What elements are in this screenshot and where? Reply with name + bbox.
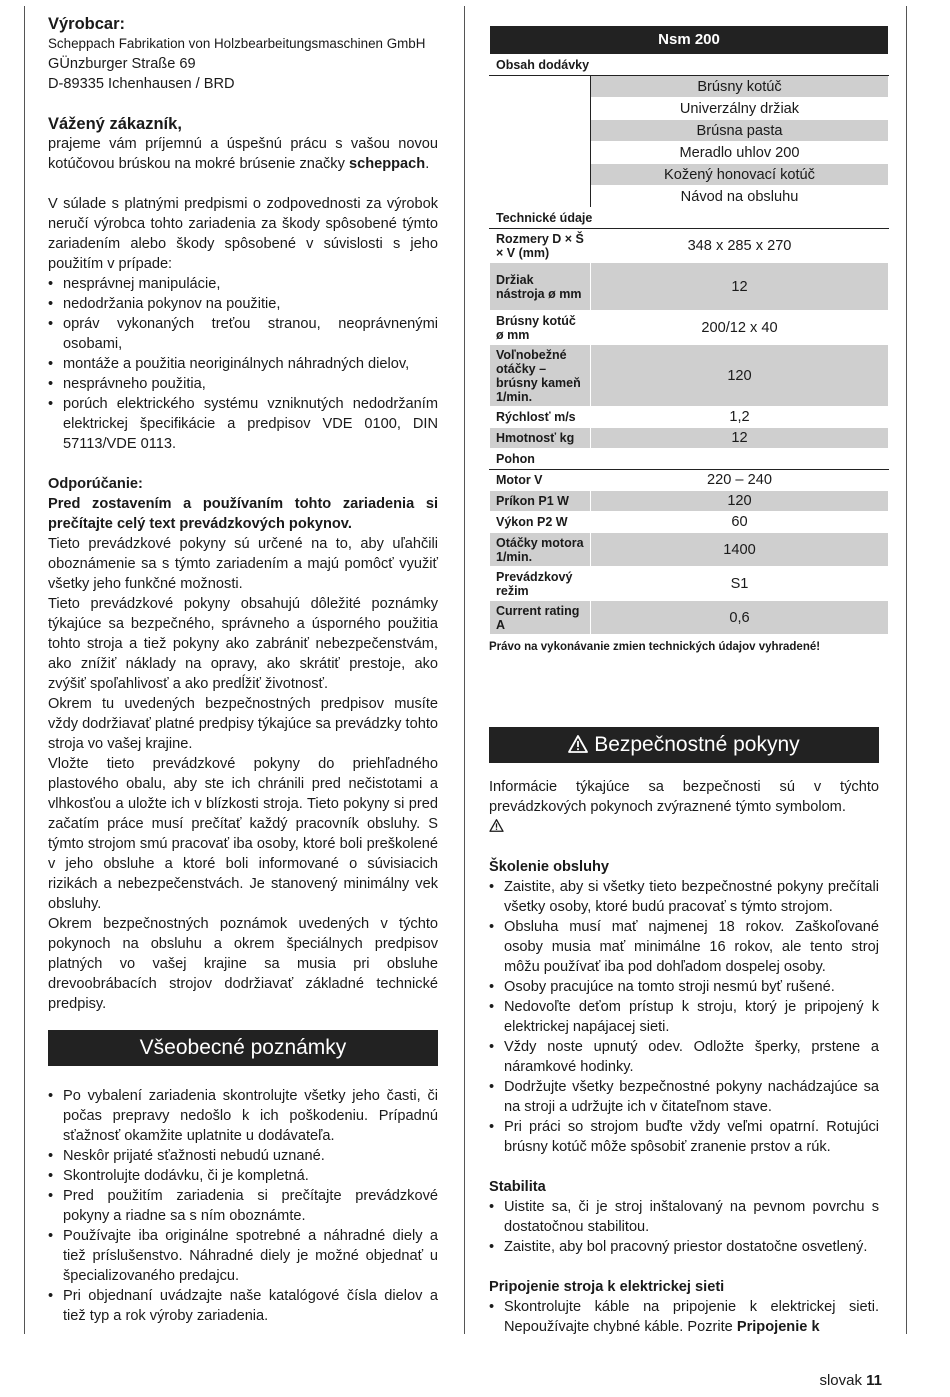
left-column xyxy=(48,14,438,1326)
list-item: • Neskôr prijaté sťažnosti nebudú uznané. xyxy=(48,1146,438,1166)
spec-value: 120 xyxy=(591,345,889,407)
delivery-item: Brúsna pasta xyxy=(591,120,889,142)
training-heading: Školenie obsluhy xyxy=(489,859,610,875)
list-item: • Nedovoľte deťom prístup k stroju, ktorý je pripojený k elektrickej napájacej sieti. xyxy=(489,997,879,1037)
list-item: • Po vybalení zariadenia skontrolujte všetky jeho časti, či počas prepravy nedošlo k ich poškodeniu. Prípadnú sťažnosť okamžite uplatnite u dodávateľa. xyxy=(48,1086,438,1146)
page-footer xyxy=(819,1371,882,1391)
list-item: • Skontrolujte káble na pripojenie k elektrickej sieti. Nepoužívajte chybné káble. Pozrite Pripojenie k xyxy=(489,1297,879,1337)
brand-name: scheppach xyxy=(348,156,426,172)
list-item: • Osoby pracujúce na tomto stroji nesmú byť rušené. xyxy=(489,977,879,997)
list-item: • porúch elektrického systému vzniknutých nedodržaním elektrickej špecifikácie a predpisov VDE 0100, DIN 57113/VDE 0113. xyxy=(48,394,438,454)
manufacturer-line: D-89335 Ichenhausen / BRD xyxy=(48,76,235,92)
delivery-item: Návod na obsluhu xyxy=(591,186,889,208)
list-item: • Zaistite, aby bol pracovný priestor dostatočne osvetlený. xyxy=(489,1237,879,1257)
spec-value: 0,6 xyxy=(591,601,889,635)
list-item: • Dodržujte všetky bezpečnostné pokyny nachádzajúce sa na stroji a udržujte ich v čitateľnom stave. xyxy=(489,1077,879,1117)
manufacturer-line: Scheppach Fabrikation von Holzbearbeitungsmaschinen GmbH xyxy=(48,36,426,51)
list-item: • Pred použitím zariadenia si prečítajte prevádzkové pokyny a riadne sa s ním oboznámte. xyxy=(48,1186,438,1226)
spec-label: Rozmery D × Š × V (mm) xyxy=(490,229,591,263)
delivery-item: Univerzálny držiak xyxy=(591,98,889,120)
spec-label: Výkon P2 W xyxy=(490,512,591,533)
list-item: • Zaistite, aby si všetky tieto bezpečnostné pokyny prečítali všetky osoby, ktoré budú pracovať s týmto strojom. xyxy=(489,877,879,917)
spec-value: S1 xyxy=(591,567,889,601)
training-list xyxy=(489,877,879,1157)
list-item: • opráv vykonaných treťou stranou, neoprávnenými osobami, xyxy=(48,314,438,354)
spec-value: 220 – 240 xyxy=(591,470,889,491)
list-item: • montáže a použitia neoriginálnych náhradných dielov, xyxy=(48,354,438,374)
spec-label: Rýchlosť m/s xyxy=(490,407,591,428)
delivery-item: Brúsny kotúč xyxy=(591,76,889,98)
spec-label: Voľnobežné otáčky – brúsny kameň 1/min. xyxy=(490,345,591,407)
list-item: • nedodržania pokynov na použitie, xyxy=(48,294,438,314)
manufacturer-heading: Výrobcar: xyxy=(48,15,126,33)
connection-heading: Pripojenie stroja k elektrickej sieti xyxy=(489,1279,725,1295)
stability-heading: Stabilita xyxy=(489,1179,546,1195)
footer-language: slovak xyxy=(819,1372,862,1389)
list-item: • Pri práci so strojom buďte vždy veľmi opatrní. Rotujúci brúsny kotúč môže spôsobiť zranenie prstov a rúk. xyxy=(489,1117,879,1157)
center-column-rule xyxy=(464,6,465,1334)
spec-label: Prevádzkový režim xyxy=(490,567,591,601)
spec-label: Hmotnosť kg xyxy=(490,428,591,449)
spec-label: Current rating A xyxy=(490,601,591,635)
spec-value: 12 xyxy=(591,428,889,449)
safety-banner xyxy=(489,727,879,763)
liability-list xyxy=(48,274,438,454)
spec-value: 348 x 285 x 270 xyxy=(591,229,889,263)
left-column-rule xyxy=(24,6,25,1334)
delivery-item: Kožený honovací kotúč xyxy=(591,164,889,186)
warning-triangle-icon xyxy=(489,817,504,837)
delivery-item: Meradlo uhlov 200 xyxy=(591,142,889,164)
page-number: 11 xyxy=(866,1372,882,1389)
spec-label: Držiak nástroja ø mm xyxy=(490,263,591,311)
tech-section-label: Technické údaje xyxy=(490,208,889,229)
recommendation-bold-text: Pred zostavením a používaním tohto zariadenia si prečítajte celý text prevádzkových pokynov. xyxy=(48,496,438,532)
list-item: • Uistite sa, či je stroj inštalovaný na pevnom povrchu s dostatočnou stabilitou. xyxy=(489,1197,879,1237)
list-item: • Skontrolujte dodávku, či je kompletná. xyxy=(48,1166,438,1186)
right-column xyxy=(489,25,879,1337)
drive-section-label: Pohon xyxy=(490,449,889,470)
general-notes-banner: Všeobecné poznámky xyxy=(48,1030,438,1066)
liability-text: V súlade s platnými predpismi o zodpovednosti za výrobok neručí výrobca tohto zariadenia za škody spôsobené týmto zariadením alebo škody spôsobené v súvislosti s jeho použitím v prípade: xyxy=(48,196,438,272)
safety-heading: Bezpečnostné pokyny xyxy=(594,733,800,756)
spec-value: 120 xyxy=(591,491,889,512)
connection-list xyxy=(489,1297,879,1337)
right-column-rule xyxy=(906,6,907,1334)
safety-intro-symbol xyxy=(489,817,879,837)
spec-label: Otáčky motora 1/min. xyxy=(490,533,591,567)
recommendation-paragraph: Tieto prevádzkové pokyny obsahujú dôležité poznámky týkajúce sa bezpečného, správneho a úsporného použitia tohto stroja a tiež pokyny ako zabrániť nebezpečenstvám, ako znížiť náklady na opravy, ako skrátiť prestoje, ako zvýšiť spoľahlivosť a ako predĺžiť životnosť. xyxy=(48,596,438,692)
spec-value: 12 xyxy=(591,263,889,311)
greeting-heading: Vážený zákazník, xyxy=(48,115,182,133)
spec-value: 60 xyxy=(591,512,889,533)
spec-table xyxy=(489,25,889,635)
list-item: • Vždy noste upnutý odev. Odložte šperky, prstene a náramkové hodinky. xyxy=(489,1037,879,1077)
list-item: • nesprávnej manipulácie, xyxy=(48,274,438,294)
spec-note: Právo na vykonávanie zmien technických údajov vyhradené! xyxy=(489,641,821,653)
delivery-section-label: Obsah dodávky xyxy=(490,55,889,76)
greeting-text: prajeme vám príjemnú a úspešnú prácu s vašou novou kotúčovou brúskou na mokré brúsenie značky scheppach. xyxy=(48,136,438,172)
spec-label: Motor V xyxy=(490,470,591,491)
spec-label: Príkon P1 W xyxy=(490,491,591,512)
spec-label: Brúsny kotúč ø mm xyxy=(490,311,591,345)
recommendation-paragraph: Okrem bezpečnostných poznámok uvedených v týchto pokynoch na obsluhu a okrem špeciálnych predpisov platných vo vašej krajine sa musia pri obsluhe drevoobrábacích strojov dodržiavať základné technické predpisy. xyxy=(48,916,438,1012)
list-item: • Používajte iba originálne spotrebné a náhradné diely a tiež príslušenstvo. Náhradné diely je možné objednať u špecializovaného predajcu. xyxy=(48,1226,438,1286)
spec-value: 1,2 xyxy=(591,407,889,428)
list-item: • nesprávneho použitia, xyxy=(48,374,438,394)
recommendation-paragraph: Tieto prevádzkové pokyny sú určené na to, aby uľahčili oboznámenie sa s týmto zariadením a majú pomôcť využiť všetky jeho funkčné možnosti. xyxy=(48,536,438,592)
stability-list xyxy=(489,1197,879,1257)
recommendation-paragraph: Vložte tieto prevádzkové pokyny do priehľadného plastového obalu, aby ste ich chránili pred nečistotami a vlhkosťou a uložte ich v blízkosti stroja. Tieto pokyny si pred začatím práce musí prečítať každý pracovník obsluhy. S týmto strojom smú pracovať iba osoby, ktoré boli preškolené v jeho obsluhe a ktoré boli informované o súvisiacich rizikách a nebezpečenstvách. Je stanovený minimálny vek obsluhy. xyxy=(48,756,438,912)
recommendation-paragraph: Okrem tu uvedených bezpečnostných predpisov musíte vždy dodržiavať platné predpisy týkajúce sa prevádzky tohto stroja vo vašej krajine. xyxy=(48,696,438,752)
model-name: Nsm 200 xyxy=(490,26,889,55)
warning-triangle-icon xyxy=(568,727,588,763)
safety-intro: Informácie týkajúce sa bezpečnosti sú v týchto prevádzkových pokynoch zvýraznené týmto symbolom. xyxy=(489,779,879,815)
spec-value: 200/12 x 40 xyxy=(591,311,889,345)
recommendation-heading: Odporúčanie: xyxy=(48,476,143,492)
list-item: • Pri objednaní uvádzajte naše katalógové čísla dielov a tiež typ a rok výroby zariadenia. xyxy=(48,1286,438,1326)
spec-value: 1400 xyxy=(591,533,889,567)
general-notes-list xyxy=(48,1086,438,1326)
manufacturer-line: GÜnzburger Straße 69 xyxy=(48,56,196,72)
list-item: • Obsluha musí mať najmenej 18 rokov. Zaškoľované osoby musia mať minimálne 16 rokov, ale tento stroj môžu používať iba pod dohľadom dospelej osoby. xyxy=(489,917,879,977)
